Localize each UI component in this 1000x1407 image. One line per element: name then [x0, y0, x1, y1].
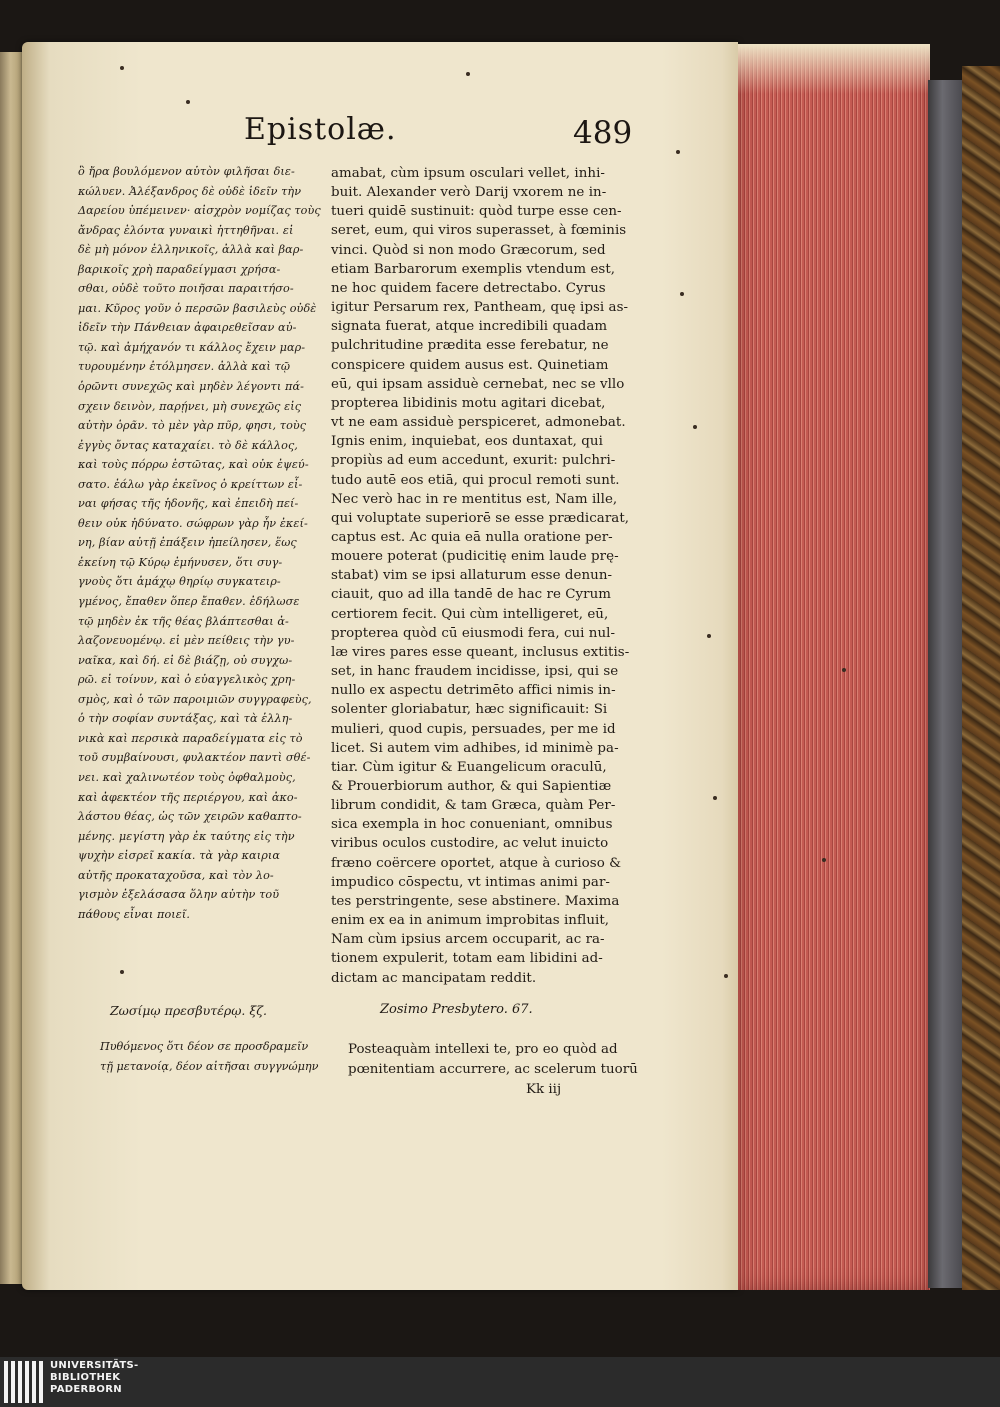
text-line: tueri quidē sustinuit: quòd turpe esse cen- — [331, 204, 622, 220]
text-line: τῷ. καὶ ἀμήχανόν τι κάλλος ἔχειν μαρ- — [78, 340, 306, 354]
text-line: stabat) vim se ipsi allaturum esse denun- — [331, 568, 613, 584]
text-line: θειν οὐκ ἠδύνατο. σώφρων γὰρ ἦν ἐκεί- — [78, 516, 308, 530]
text-line: ρῶ. εἰ τοίνυν, καὶ ὁ εὐαγγελικὸς χρη- — [78, 673, 296, 687]
text-line: sica exempla in hoc conueniant, omnibus — [331, 817, 613, 833]
text-line: eū, qui ipsam assiduè cernebat, nec se vllo — [331, 376, 625, 392]
text-line: impudico cōspectu, vt intimas animi par- — [331, 874, 610, 890]
marbled-cover — [962, 66, 1000, 1290]
text-line: ψυχὴν εἰσρεῖ κακία. τὰ γὰρ καιρια — [78, 849, 281, 863]
greek-text-continuation — [100, 1037, 318, 1077]
text-line: buit. Alexander verò Darij vxorem ne in- — [331, 185, 607, 201]
text-line: δὲ μὴ μόνον ἑλληνικοῖς, ἀλλὰ καὶ βαρ- — [78, 243, 304, 257]
text-line: solenter gloriabatur, hæc significauit: Si — [331, 702, 608, 718]
wormhole — [842, 668, 846, 672]
text-line: Nam cùm ipsius arcem occuparit, ac ra- — [331, 932, 605, 948]
text-line: conspicere quidem ausus est. Quinetiam — [331, 357, 609, 373]
wormhole — [680, 292, 684, 296]
text-line: enim ex ea in animum improbitas influit, — [331, 913, 610, 929]
text-line: αὐτῆς προκαταχοῦσα, καὶ τὸν λο- — [78, 868, 274, 882]
text-line: captus est. Ac quia eā nulla oratione per- — [331, 529, 613, 545]
text-line: μένης. μεγίστη γὰρ ἐκ ταύτης εἰς τὴν — [78, 829, 295, 843]
text-line: Posteaquàm intellexi te, pro eo quòd ad — [348, 1042, 618, 1057]
text-line: ἐκείνη τῷ Κύρῳ ἐμήνυσεν, ὅτι συγ- — [78, 555, 283, 569]
text-line: ὁ τὴν σοφίαν συντάξας, καὶ τὰ ἑλλη- — [78, 712, 293, 726]
text-line: viribus oculos custodire, ac velut inuicto — [331, 836, 609, 852]
latin-text-continuation — [348, 1040, 638, 1079]
text-line: tionem expulerit, totam eam libidini ad- — [331, 951, 603, 967]
wormhole — [822, 858, 826, 862]
text-line: σχειν δεινὸν, παρῄνει, μὴ συνεχῶς εἰς — [78, 399, 302, 413]
text-line: mouere poterat (pudicitię enim laude prę- — [331, 549, 619, 565]
text-line: qui voluptate superiorē se esse prædicarat, — [331, 510, 630, 526]
latin-letter-heading: Zosimo Presbytero. 67. — [380, 1002, 533, 1017]
text-line: κώλυεν. Ἀλέξανδρος δὲ οὐδὲ ἰδεῖν τὴν — [78, 184, 302, 198]
text-line: librum condidit, & tam Græca, quàm Per- — [331, 798, 616, 814]
text-line: λάστου θέας, ὡς τῶν χειρῶν καθαπτο- — [78, 810, 302, 824]
text-line: ναι φήσας τῆς ἡδονῆς, καὶ ἐπειδὴ πεί- — [78, 497, 299, 511]
text-line: propterea quòd cū eiusmodi fera, cui nul- — [331, 625, 616, 641]
text-line: σμὸς, καὶ ὁ τῶν παροιμιῶν συγγραφεὺς, — [78, 692, 312, 706]
greek-letter-heading: Ζωσίμῳ πρεσβυτέρῳ. ξζ. — [110, 1003, 267, 1018]
text-line: ἄνδρας ἑλόντα γυναικὶ ἡττηθῆναι. εἰ — [78, 223, 294, 237]
text-line: etiam Barbarorum exemplis vtendum est, — [331, 261, 616, 277]
wormhole — [713, 796, 717, 800]
greek-text-column — [78, 162, 321, 924]
text-line: Πυθόμενος ὅτι δέον σε προσδραμεῖν — [100, 1040, 309, 1053]
text-line: seret, eum, qui viros superasset, à fœminis — [331, 223, 627, 239]
text-line: & Prouerbiorum author, & qui Sapientiæ — [331, 779, 612, 794]
text-line: ἰδεῖν τὴν Πάνθειαν ἀφαιρεθεῖσαν αὐ- — [78, 321, 297, 335]
text-line: ciauit, quo ad illa tandē de hac re Cyrum — [331, 587, 612, 603]
text-line: propterea libidinis motu agitari dicebat, — [331, 395, 606, 411]
text-line: νει. καὶ χαλινωτέον τοὺς ὀφθαλμοὺς, — [78, 770, 296, 784]
text-line: pulchritudine prædita esse ferebatur, ne — [331, 338, 609, 354]
text-line: βαρικοῖς χρὴ παραδείγμασι χρήσα- — [78, 262, 281, 276]
text-line: fræno coërcere oportet, atque à curioso & — [331, 855, 622, 871]
text-line: propiùs ad eum accedunt, exurit: pulchri- — [331, 453, 616, 469]
text-line: Ignis enim, inquiebat, eos duntaxat, qui — [331, 434, 603, 450]
signature-mark: Kk iij — [526, 1082, 562, 1097]
wormhole — [186, 100, 190, 104]
text-line: licet. Si autem vim adhibes, id minimè pa- — [331, 740, 619, 756]
text-line: ναῖκα, καὶ δή. εἰ δὲ βιάζῃ, οὐ συγχω- — [78, 653, 293, 667]
wormhole — [724, 974, 728, 978]
wormhole — [120, 970, 124, 974]
text-line: τῷ μηδὲν ἐκ τῆς θέας βλάπτεσθαι ἀ- — [78, 614, 289, 628]
fore-edge-highlight — [738, 44, 930, 94]
text-line: nullo ex aspectu detrimēto affici nimis in- — [331, 683, 616, 699]
text-line: tudo autē eos etiā, qui procul remoti sunt. — [331, 472, 620, 488]
wormhole — [707, 634, 711, 638]
text-line: amabat, cùm ipsum osculari vellet, inhi- — [331, 166, 605, 181]
library-logo-icon — [4, 1361, 44, 1403]
text-line: νη, βίαν αὐτῇ ἐπάξειν ἠπείλησεν, ἕως — [78, 536, 297, 550]
text-line: καὶ ἀφεκτέον τῆς περιέργου, καὶ ἀκο- — [78, 790, 298, 804]
text-line: signata fuerat, atque incredibili quadam — [331, 319, 608, 335]
wormhole — [676, 150, 680, 154]
text-line: vinci. Quòd si non modo Græcorum, sed — [331, 242, 606, 258]
text-line: ἐγγὺς ὄντας καταχαίει. τὸ δὲ κάλλος, — [78, 438, 298, 452]
logo-line: PADERBORN — [50, 1384, 122, 1395]
text-line: læ vires pares esse queant, inclusus extitis- — [331, 644, 630, 660]
text-line: τοῦ συμβαίνουσι, φυλακτέον παντὶ σθέ- — [78, 751, 311, 765]
text-line: αὐτὴν ὁρᾶν. τὸ μὲν γὰρ πῦρ, φησι, τοὺς — [78, 419, 307, 433]
logo-line: UNIVERSITÄTS- — [50, 1360, 139, 1371]
text-line: ὃ ἤρα βουλόμενον αὐτὸν φιλῆσαι διε- — [78, 165, 295, 178]
text-line: καὶ τοὺς πόρρω ἑστῶτας, καὶ οὐκ ἐψεύ- — [78, 458, 309, 472]
text-line: ne hoc quidem facere detrectabo. Cyrus — [331, 280, 606, 296]
text-line: mulieri, quod cupis, persuades, per me id — [331, 721, 616, 737]
text-line: τῇ μετανοίᾳ, δέον αἰτῆσαι συγγνώμην — [100, 1060, 319, 1073]
logo-line: BIBLIOTHEK — [50, 1372, 121, 1383]
book-fore-edge — [738, 44, 930, 1290]
text-line: σθαι, οὐδὲ τοῦτο ποιῆσαι παραιτήσο- — [78, 282, 294, 296]
cover-board — [928, 80, 964, 1288]
text-line: set, in hanc fraudem incidisse, ipsi, qui se — [331, 664, 619, 680]
text-line: σατο. ἑάλω γὰρ ἐκεῖνος ὁ κρείττων εἶ- — [78, 477, 303, 491]
footer-bar — [0, 1357, 1000, 1407]
text-line: tiar. Cùm igitur & Euangelicum oraculū, — [331, 759, 607, 775]
text-line: vt ne eam assiduè perspiceret, admonebat. — [331, 415, 626, 431]
wormhole — [120, 66, 124, 70]
text-line: νικὰ καὶ περσικὰ παραδείγματα εἰς τὸ — [78, 731, 303, 745]
text-line: certiorem fecit. Qui cùm intelligeret, eū, — [331, 606, 609, 622]
text-line: igitur Persarum rex, Pantheam, quę ipsi as- — [331, 300, 629, 316]
text-line: dictam ac mancipatam reddit. — [331, 970, 537, 986]
text-line: γισμὸν ἐξελάσασα ὅλην αὐτὴν τοῦ — [78, 888, 280, 902]
text-line: πάθους εἶναι ποιεῖ. — [78, 907, 191, 921]
library-logo-text — [50, 1360, 139, 1396]
text-line: μαι. Κῦρος γοῦν ὁ περσῶν βασιλεὺς οὐδὲ — [78, 301, 317, 315]
text-line: γνοὺς ὅτι ἀμάχῳ θηρίῳ συγκατειρ- — [78, 575, 281, 589]
text-line: Δαρείου ὑπέμεινεν· αἰσχρὸν νομίζας τοὺς — [78, 204, 321, 218]
text-line: τυρουμένην ἐτόλμησεν. ἀλλὰ καὶ τῷ — [78, 360, 291, 374]
text-line: tes perstringente, sese abstinere. Maxima — [331, 893, 620, 909]
wormhole — [693, 425, 697, 429]
running-title: Epistolæ. — [244, 112, 397, 147]
text-line: γμένος, ἔπαθεν ὅπερ ἔπαθεν. ἐδήλωσε — [78, 595, 300, 609]
text-line: Nec verò hac in re mentitus est, Nam ille, — [331, 491, 618, 507]
text-line: ὁρῶντι συνεχῶς καὶ μηδὲν λέγοντι πά- — [78, 380, 304, 394]
text-line: pœnitentiam accurrere, ac scelerum tuorū — [348, 1061, 638, 1077]
page-number: 489 — [573, 115, 633, 151]
wormhole — [466, 72, 470, 76]
latin-text-column — [331, 164, 629, 988]
text-line: λαζονευομένῳ. εἰ μὲν πείθεις τὴν γυ- — [78, 634, 295, 648]
